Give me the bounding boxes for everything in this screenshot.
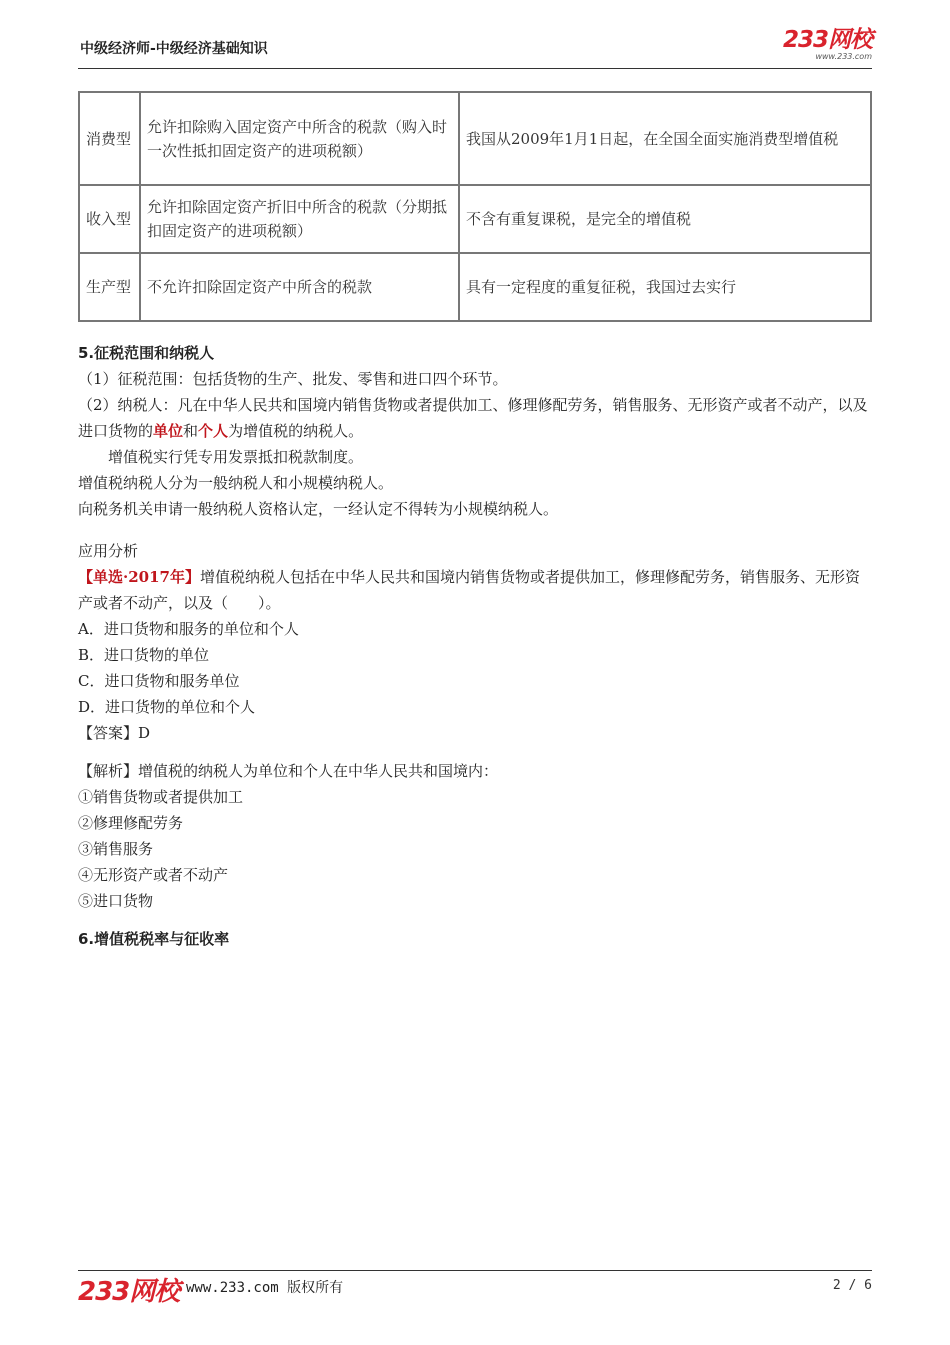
highlight-individual: 个人 [198, 422, 229, 440]
invoice-note: 增值税实行凭专用发票抵扣税款制度。 [108, 448, 364, 466]
table-cell-type: 消费型 [79, 92, 140, 185]
answer: 【答案】D [78, 724, 151, 742]
list-item: ⑤进口货物 [78, 892, 154, 910]
table-cell-type: 生产型 [79, 253, 140, 321]
table-cell-deduction: 允许扣除固定资产折旧中所含的税款（分期抵扣固定资产的进项税额） [140, 185, 459, 253]
table-row [79, 253, 871, 321]
question-text [78, 564, 874, 616]
taxpayer-text-post: 为增值税的纳税人。 [228, 422, 364, 440]
highlight-unit: 单位 [153, 422, 184, 440]
table-row [79, 92, 871, 185]
question-tag: 【单选·2017年】 [78, 568, 200, 586]
question-body: 增值税纳税人包括在中华人民共和国境内销售货物或者提供加工，修理修配劳务，销售服务、无形资产或者不动产，以及（ ）。 [78, 568, 860, 612]
page-footer [78, 1270, 872, 1311]
vat-type-table [78, 91, 872, 322]
table-row [79, 185, 871, 253]
taxpayer-categories: 增值税纳税人分为一般纳税人和小规模纳税人。 [78, 474, 394, 492]
table-cell-type: 收入型 [79, 185, 140, 253]
footer-copyright: www.233.com 版权所有 [186, 1280, 344, 1296]
section-6-title: 6.增值税税率与征收率 [78, 930, 230, 948]
table-cell-deduction: 不允许扣除固定资产中所含的税款 [140, 253, 459, 321]
main-content [78, 340, 874, 952]
page-number: 2 / 6 [832, 1278, 872, 1293]
table-cell-note: 具有一定程度的重复征税，我国过去实行 [459, 253, 871, 321]
option-c: C．进口货物和服务单位 [78, 672, 240, 690]
footer-logo[interactable]: 233网校 [78, 1277, 180, 1307]
option-d: D．进口货物的单位和个人 [78, 698, 256, 716]
logo-url: www.233.com [815, 52, 872, 61]
table-cell-deduction: 允许扣除购入固定资产中所含的税款（购入时一次性抵扣固定资产的进项税额） [140, 92, 459, 185]
header-title: 中级经济师-中级经济基础知识 [80, 41, 268, 57]
table-cell-note: 不含有重复课税，是完全的增值税 [459, 185, 871, 253]
list-item: ④无形资产或者不动产 [78, 866, 229, 884]
section-5-title: 5.征税范围和纳税人 [78, 344, 215, 362]
list-item: ①销售货物或者提供加工 [78, 788, 244, 806]
option-b: B．进口货物的单位 [78, 646, 210, 664]
logo-text: 233网校 [782, 27, 872, 53]
taxpayer-definition [78, 392, 874, 444]
option-a: A．进口货物和服务的单位和个人 [78, 620, 299, 638]
analysis-title: 应用分析 [78, 542, 139, 560]
page-header [78, 28, 872, 69]
tax-scope: （1）征税范围：包括货物的生产、批发、零售和进口四个环节。 [78, 370, 508, 388]
list-item: ②修理修配劳务 [78, 814, 184, 832]
explanation: 【解析】增值税的纳税人为单位和个人在中华人民共和国境内： [78, 762, 499, 780]
list-item: ③销售服务 [78, 840, 154, 858]
taxpayer-certification: 向税务机关申请一般纳税人资格认定，一经认定不得转为小规模纳税人。 [78, 500, 559, 518]
taxpayer-text-pre: （2）纳税人：凡在中华人民共和国境内销售货物或者提供加工、修理修配劳务，销售服务、无形资产或者不动产，以及进口货物的 [78, 396, 868, 440]
brand-logo[interactable] [783, 28, 872, 62]
table-cell-note: 我国从2009年1月1日起，在全国全面实施消费型增值税 [459, 92, 871, 185]
taxpayer-text-mid: 和 [183, 422, 199, 440]
